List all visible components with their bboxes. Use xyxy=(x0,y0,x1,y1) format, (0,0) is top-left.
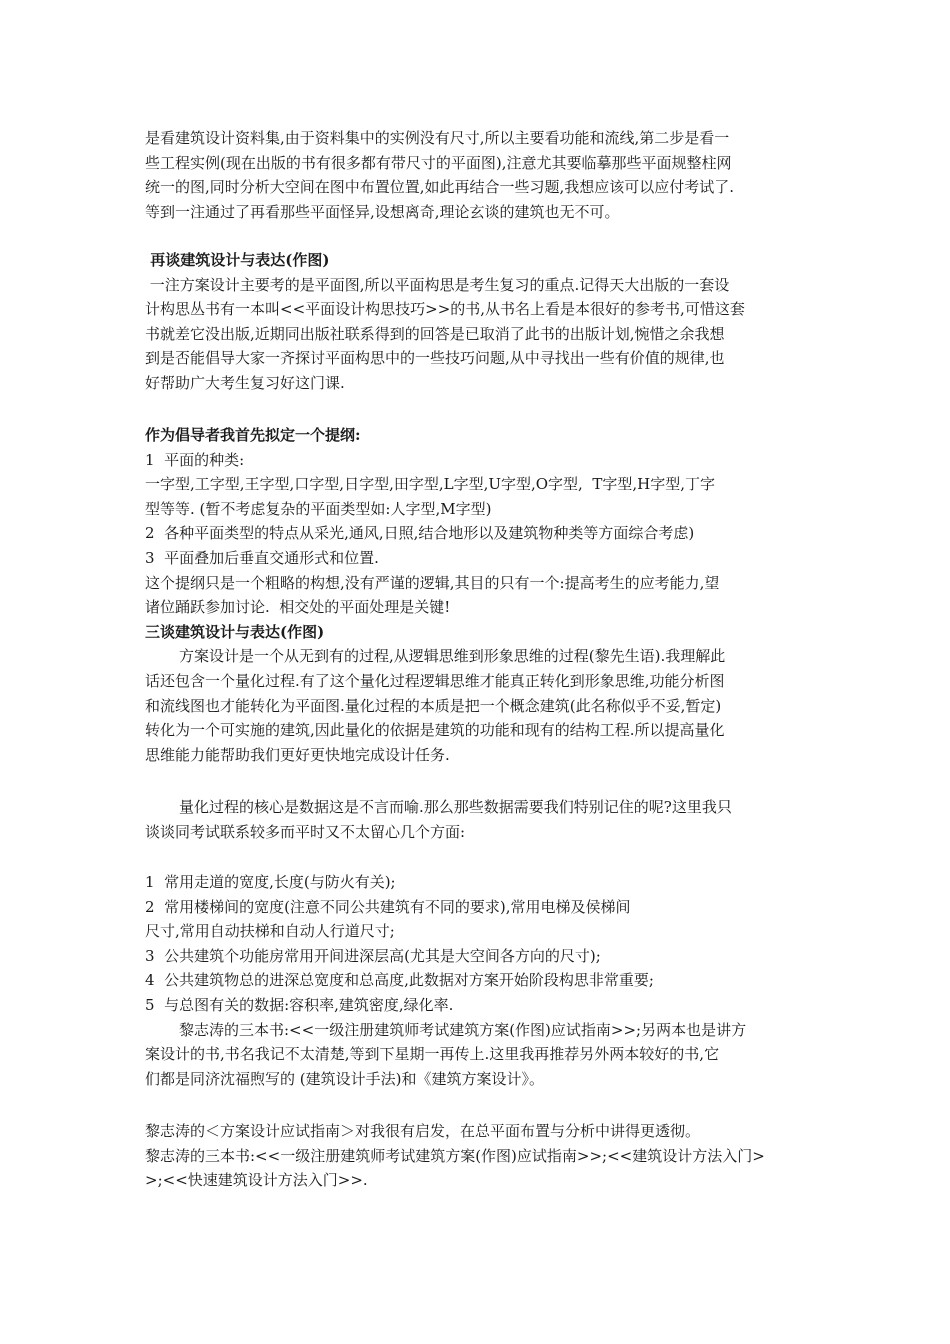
data-list xyxy=(145,870,815,1091)
section-heading: 再谈建筑设计与表达(作图) xyxy=(145,251,330,269)
paragraph-intro xyxy=(145,126,815,224)
text-line: 是看建筑设计资料集,由于资料集中的实例没有尺寸,所以主要看功能和流线,第二步是看一 xyxy=(145,129,730,147)
list-item: 3 公共建筑个功能房常用开间进深层高(尤其是大空间各方向的尺寸); xyxy=(145,946,601,965)
text-line: 一注方案设计主要考的是平面图,所以平面构思是考生复习的重点.记得天大出版的一套设 xyxy=(145,275,730,294)
text-line: 黎志涛的三本书:<<一级注册建筑师考试建筑方案(作图)应试指南>>;另两本也是讲方 xyxy=(179,1020,747,1039)
text-line: 些工程实例(现在出版的书有很多都有带尺寸的平面图),注意尤其要临摹那些平面规整柱网 xyxy=(145,153,732,172)
text-line: 好帮助广大考生复习好这门课. xyxy=(145,373,345,392)
outline-line: 诸位踊跃参加讨论. 相交处的平面处理是关键! xyxy=(145,598,451,617)
list-item: 尺寸,常用自动扶梯和自动人行道尺寸; xyxy=(145,922,395,941)
text-line: 统一的图,同时分析大空间在图中布置位置,如此再结合一些习题,我想应该可以应付考试了. xyxy=(145,178,735,197)
text-line: 黎志涛的三本书:<<一级注册建筑师考试建筑方案(作图)应试指南>>;<<建筑设计方法入门> xyxy=(145,1146,765,1165)
outline-line: 一字型,工字型,王字型,口字型,日字型,田字型,L字型,U字型,O字型, T字型,H字型,丁字 xyxy=(145,475,715,494)
text-line: 书就差它没出版,近期同出版社联系得到的回答是已取消了此书的出版计划,惋惜之余我想 xyxy=(145,324,725,343)
text-line: 案设计的书,书名我记不太清楚,等到下星期一再传上.这里我再推荐另外两本较好的书,它 xyxy=(145,1045,720,1064)
text-line: 黎志涛的＜方案设计应试指南＞对我很有启发，在总平面布置与分析中讲得更透彻。 xyxy=(145,1122,701,1140)
outline-section xyxy=(145,423,815,767)
paragraph-quantification xyxy=(145,795,815,844)
text-line: 谈谈同考试联系较多而平时又不太留心几个方面: xyxy=(145,822,466,841)
list-item: 5 与总图有关的数据:容积率,建筑密度,绿化率. xyxy=(145,995,454,1014)
text-line: 计构思丛书有一本叫<<平面设计构思技巧>>的书,从书名上看是本很好的参考书,可惜这套 xyxy=(145,300,745,319)
text-line: >;<<快速建筑设计方法入门>>. xyxy=(145,1171,368,1190)
text-line: 方案设计是一个从无到有的过程,从逻辑思维到形象思维的过程(黎先生语).我理解此 xyxy=(179,647,726,666)
list-item: 4 公共建筑物总的进深总宽度和总高度,此数据对方案开始阶段构思非常重要; xyxy=(145,971,654,990)
outline-line: 型等等. (暂不考虑复杂的平面类型如:人字型,M字型) xyxy=(145,499,492,518)
text-line: 话还包含一个量化过程.有了这个量化过程逻辑思维才能真正转化到形象思维,功能分析图 xyxy=(145,671,725,690)
outline-line: 1 平面的种类: xyxy=(145,450,245,469)
text-line: 量化过程的核心是数据这是不言而喻.那么那些数据需要我们特别记住的呢?这里我只 xyxy=(179,798,732,816)
list-item: 1 常用走道的宽度,长度(与防火有关); xyxy=(145,873,396,891)
outline-line: 3 平面叠加后垂直交通形式和位置. xyxy=(145,548,379,567)
text-line: 和流线图也才能转化为平面图.量化过程的本质是把一个概念建筑(此名称似乎不妥,暂定) xyxy=(145,696,722,715)
list-item: 2 常用楼梯间的宽度(注意不同公共建筑有不同的要求),常用电梯及侯梯间 xyxy=(145,897,631,916)
outline-line: 这个提纲只是一个粗略的构想,没有严谨的逻辑,其目的只有一个:提高考生的应考能力,望 xyxy=(145,573,720,592)
text-line: 到是否能倡导大家一齐探讨平面构思中的一些技巧问题,从中寻找出一些有价值的规律,也 xyxy=(145,349,725,368)
text-line: 等到一注通过了再看那些平面怪异,设想离奇,理论玄谈的建筑也无不可。 xyxy=(145,202,620,221)
outline-line: 2 各种平面类型的特点从采光,通风,日照,结合地形以及建筑物种类等方面综合考虑) xyxy=(145,524,695,543)
section-heading: 三谈建筑设计与表达(作图) xyxy=(145,622,325,641)
text-line: 转化为一个可实施的建筑,因此量化的依据是建筑的功能和现有的结构工程.所以提高量化 xyxy=(145,721,725,740)
text-line: 思维能力能帮助我们更好更快地完成设计任务. xyxy=(145,745,450,764)
paragraph-references xyxy=(145,1119,815,1193)
section-2 xyxy=(145,248,815,396)
outline-heading: 作为倡导者我首先拟定一个提纲: xyxy=(145,426,361,444)
text-line: 们都是同济沈福煦写的 (建筑设计手法)和《建筑方案设计》。 xyxy=(145,1069,544,1088)
